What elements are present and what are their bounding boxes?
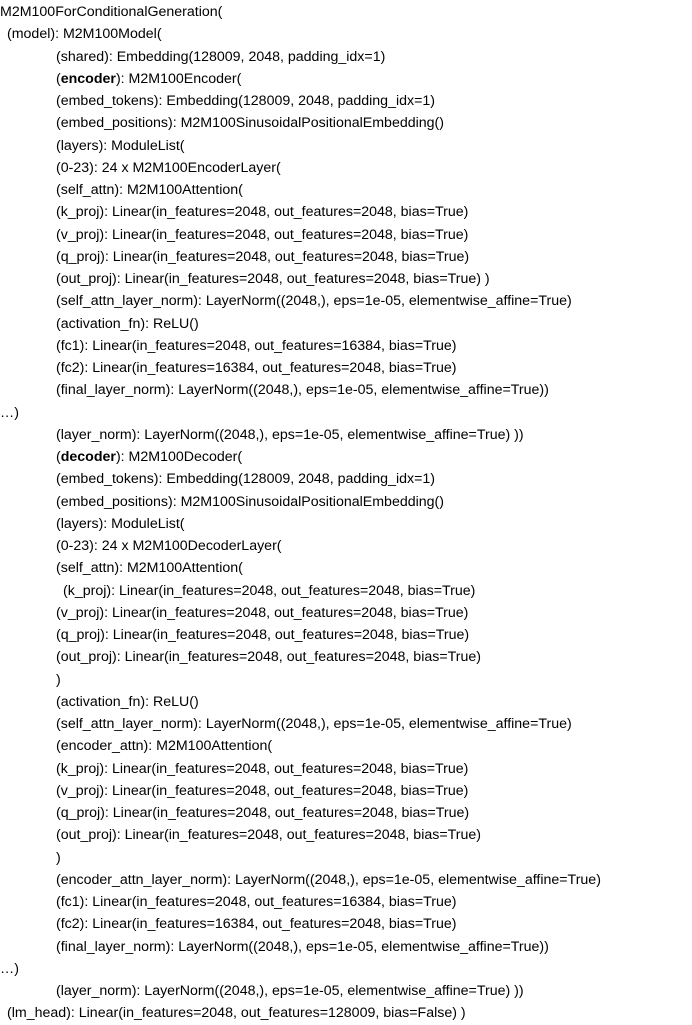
code-line: (fc1): Linear(in_features=2048, out_features=16384, bias=True) [56,894,457,910]
code-line: (embed_tokens): Embedding(128009, 2048, padding_idx=1) [56,93,435,109]
code-line: (q_proj): Linear(in_features=2048, out_features=2048, bias=True) [56,248,470,265]
code-line: ) [56,671,61,688]
code-line: (layers): ModuleList( [56,137,185,154]
code-line: (layers): ModuleList( [56,515,185,532]
code-line: (fc2): Linear(in_features=16384, out_features=2048, bias=True) [56,360,457,376]
code-line: (out_proj): Linear(in_features=2048, out_features=2048, bias=True) [56,649,481,666]
code-line [0,68,692,90]
code-line: (v_proj): Linear(in_features=2048, out_features=2048, bias=True) [56,782,469,799]
code-line [0,446,692,468]
code-line: (k_proj): Linear(in_features=2048, out_features=2048, bias=True) [63,582,476,599]
code-line: (k_proj): Linear(in_features=2048, out_features=2048, bias=True) [56,204,469,221]
code-line: (shared): Embedding(128009, 2048, padding_idx=1) [56,48,386,65]
code-line: (out_proj): Linear(in_features=2048, out_features=2048, bias=True) ) [56,271,490,287]
code-line: (self_attn_layer_norm): LayerNorm((2048,), eps=1e-05, elementwise_affine=True) [56,293,572,310]
code-line: (fc1): Linear(in_features=2048, out_features=16384, bias=True) [56,337,457,354]
code-line: (embed_tokens): Embedding(128009, 2048, padding_idx=1) [56,471,435,488]
code-line: …) [0,960,19,977]
code-line: (self_attn): M2M100Attention( [56,182,243,198]
code-line: …) [0,404,19,421]
code-line: (out_proj): Linear(in_features=2048, out_features=2048, bias=True) [56,827,481,844]
code-line: (encoder_attn): M2M100Attention( [56,738,273,755]
code-line: (q_proj): Linear(in_features=2048, out_features=2048, bias=True) [56,805,470,821]
code-line: (embed_positions): M2M100SinusoidalPositionalEmbedding() [56,493,445,510]
code-line: (embed_positions): M2M100SinusoidalPositionalEmbedding() [56,115,445,132]
code-line: (lm_head): Linear(in_features=2048, out_features=128009, bias=False) ) [7,1005,466,1022]
code-line: (0-23): 24 x M2M100EncoderLayer( [56,159,281,176]
code-line: (self_attn_layer_norm): LayerNorm((2048,), eps=1e-05, elementwise_affine=True) [56,716,572,732]
code-line-prefix: ( [56,70,61,87]
code-line: (final_layer_norm): LayerNorm((2048,), eps=1e-05, elementwise_affine=True)) [56,382,549,399]
code-line: (final_layer_norm): LayerNorm((2048,), eps=1e-05, elementwise_affine=True)) [56,938,549,955]
code-line: (v_proj): Linear(in_features=2048, out_features=2048, bias=True) [56,226,469,243]
module-name-bold: encoder [60,70,116,87]
code-line: (activation_fn): ReLU() [56,315,199,332]
code-line: (activation_fn): ReLU() [56,693,199,710]
code-line: (fc2): Linear(in_features=16384, out_features=2048, bias=True) [56,916,457,933]
code-line: (v_proj): Linear(in_features=2048, out_features=2048, bias=True) [56,604,469,621]
code-line-prefix: ( [56,449,61,465]
code-line-suffix: ): M2M100Decoder( [115,449,243,465]
code-line: (layer_norm): LayerNorm((2048,), eps=1e-05, elementwise_affine=True) )) [56,426,524,443]
code-line: (encoder_attn_layer_norm): LayerNorm((2048,), eps=1e-05, elementwise_affine=True) [56,871,601,888]
code-line-suffix: ): M2M100Encoder( [115,70,242,87]
code-line: (0-23): 24 x M2M100DecoderLayer( [56,538,282,554]
code-line: (layer_norm): LayerNorm((2048,), eps=1e-05, elementwise_affine=True) )) [56,983,524,999]
code-line: (k_proj): Linear(in_features=2048, out_features=2048, bias=True) [56,760,469,777]
code-line: (q_proj): Linear(in_features=2048, out_features=2048, bias=True) [56,627,470,643]
code-line: (self_attn): M2M100Attention( [56,560,243,577]
code-line: (model): M2M100Model( [7,26,162,43]
code-line: ) [56,849,61,866]
module-name-bold: decoder [60,449,116,465]
code-line: M2M100ForConditionalGeneration( [0,4,223,20]
